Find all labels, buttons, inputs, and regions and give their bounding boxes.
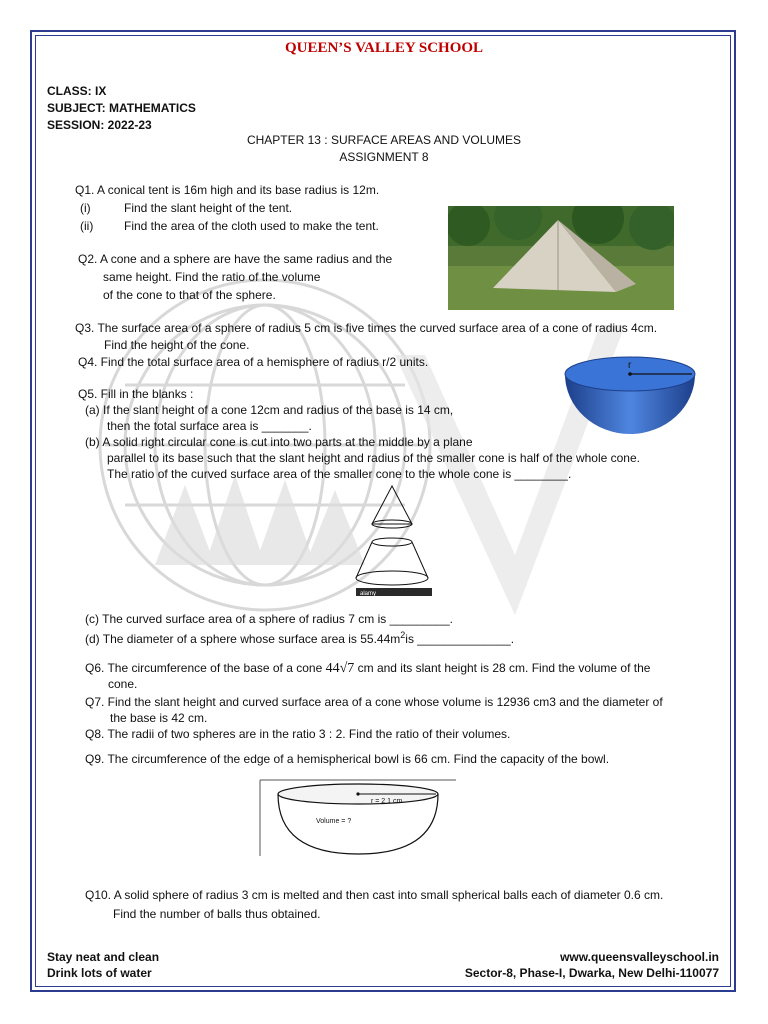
class-label: CLASS: IX bbox=[47, 84, 107, 98]
chapter-title: CHAPTER 13 : SURFACE AREAS AND VOLUMES bbox=[246, 133, 522, 147]
bowl-volume-label: Volume = ? bbox=[316, 818, 352, 825]
question-1-ii: Find the area of the cloth used to make the tent. bbox=[124, 219, 379, 233]
question-9: Q9. The circumference of the edge of a hemispherical bowl is 66 cm. Find the capacity of the bowl. bbox=[85, 752, 610, 766]
question-5a-line-1: (a) If the slant height of a cone 12cm and radius of the base is 14 cm, bbox=[85, 403, 454, 417]
question-6-line-1: Q6. The circumference of the base of a cone 44√7 cm and its slant height is 28 cm. Find the volume of the bbox=[85, 661, 651, 676]
assignment-title: ASSIGNMENT 8 bbox=[339, 150, 429, 164]
question-5b-line-3: The ratio of the curved surface area of the smaller cone to the whole cone is ________. bbox=[107, 467, 572, 481]
question-1-i-number: (i) bbox=[80, 201, 91, 215]
question-5d: (d) The diameter of a sphere whose surface area is $55.44m^2is$ ______________. bbox=[85, 630, 515, 646]
question-5c: (c) The curved surface area of a sphere of radius 7 cm is _________. bbox=[85, 612, 453, 626]
question-4: Q4. Find the total surface area of a hemisphere of radius r/2 units. bbox=[78, 355, 429, 369]
question-6-line-2: cone. bbox=[108, 677, 138, 691]
hemispherical-bowl-figure bbox=[258, 778, 458, 858]
question-1: Q1. A conical tent is 16m high and its base radius is 12m. bbox=[75, 183, 380, 197]
question-5: Q5. Fill in the blanks : bbox=[78, 387, 194, 401]
question-7-line-1: Q7. Find the slant height and curved surface area of a cone whose volume is 12936 cm3 and the diameter of bbox=[85, 695, 663, 709]
session-label: SESSION: 2022-23 bbox=[47, 118, 152, 132]
footer-left-line-1: Stay neat and clean bbox=[47, 950, 160, 964]
school-name: QUEEN’S VALLEY SCHOOL bbox=[284, 40, 484, 56]
tent-photo bbox=[448, 206, 674, 310]
question-1-ii-number: (ii) bbox=[80, 219, 94, 233]
bowl-radius-label: r = 2 1 cm bbox=[371, 798, 403, 805]
cone-cut-figure bbox=[352, 484, 436, 598]
question-1-i: Find the slant height of the tent. bbox=[124, 201, 293, 215]
question-3-line-1: Q3. The surface area of a sphere of radius 5 cm is five times the curved surface area of a cone of radius 4cm. bbox=[75, 321, 658, 335]
question-5b-line-2: parallel to its base such that the slant height and radius of the smaller cone is half of the whole cone. bbox=[107, 451, 640, 465]
subject-label: SUBJECT: MATHEMATICS bbox=[47, 101, 196, 115]
question-10-line-1: Q10. A solid sphere of radius 3 cm is melted and then cast into small spherical balls each of diameter 0.6 cm. bbox=[85, 888, 664, 902]
footer-address: Sector-8, Phase-I, Dwarka, New Delhi-110077 bbox=[464, 966, 719, 980]
hemisphere-figure bbox=[560, 352, 700, 442]
question-2-line-2: same height. Find the ratio of the volume bbox=[103, 270, 321, 284]
question-3-line-2: Find the height of the cone. bbox=[104, 338, 250, 352]
hemisphere-radius-label: r bbox=[628, 360, 632, 371]
question-10-line-2: Find the number of balls thus obtained. bbox=[113, 907, 321, 921]
question-2-line-1: Q2. A cone and a sphere are have the same radius and the bbox=[78, 252, 393, 266]
footer-left-line-2: Drink lots of water bbox=[47, 966, 152, 980]
question-5b-line-1: (b) A solid right circular cone is cut into two parts at the middle by a plane bbox=[85, 435, 473, 449]
image-stock-tag: alamy bbox=[360, 591, 377, 597]
footer-website: www.queensvalleyschool.in bbox=[560, 950, 719, 964]
question-5a-line-2: then the total surface area is _______. bbox=[107, 419, 312, 433]
question-7-line-2: the base is 42 cm. bbox=[110, 711, 208, 725]
question-2-line-3: of the cone to that of the sphere. bbox=[103, 288, 276, 302]
question-8: Q8. The radii of two spheres are in the ratio 3 : 2. Find the ratio of their volumes. bbox=[85, 727, 511, 741]
